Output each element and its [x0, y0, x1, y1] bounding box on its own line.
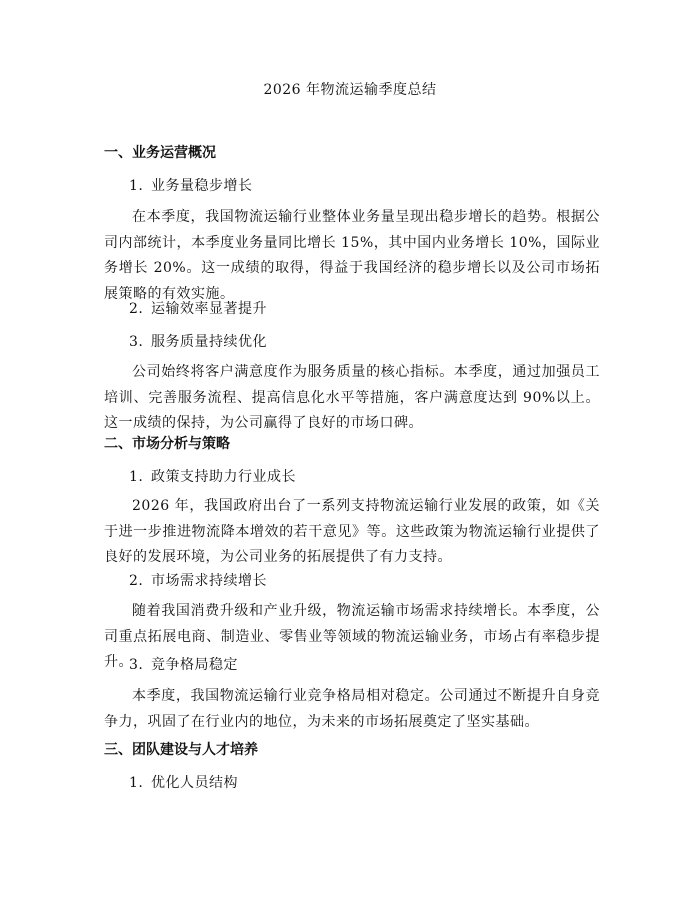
- subheading-label: 业务量稳步增长: [151, 178, 253, 194]
- subheading-label: 竞争格局稳定: [151, 657, 238, 673]
- subheading-number: 1.: [129, 469, 144, 485]
- subheading-label: 优化人员结构: [151, 775, 238, 791]
- subheading-number: 3.: [129, 334, 144, 350]
- subheading-number: 1.: [129, 178, 144, 194]
- subheading-efficiency: [129, 299, 267, 319]
- subheading-competition: [129, 655, 238, 675]
- subheading-service-quality: [129, 332, 267, 352]
- paragraph-service-quality: 公司始终将客户满意度作为服务质量的核心指标。本季度，通过加强员工培训、完善服务流程、提高信息化水平等措施，客户满意度达到 90%以上。这一成绩的保持，为公司赢得了良好的市场口碑。: [104, 364, 600, 431]
- subheading-number: 3.: [129, 657, 144, 673]
- paragraph-volume-growth: 在本季度，我国物流运输行业整体业务量呈现出稳步增长的趋势。根据公司内部统计，本季度业务量同比增长 15%，其中国内业务增长 10%，国际业务增长 20%。这一成绩的取得，得益于我国经济的稳步增长以及公司市场拓展策略的有效实施。: [104, 209, 600, 302]
- subheading-market-demand: [129, 571, 267, 591]
- section-heading-operations: 一、业务运营概况: [104, 145, 216, 161]
- subheading-policy-support: [129, 467, 296, 487]
- subheading-number: 1.: [129, 775, 144, 791]
- section-heading-market: 二、市场分析与策略: [104, 436, 230, 452]
- paragraph-competition: 本季度，我国物流运输行业竞争格局相对稳定。公司通过不断提升自身竞争力，巩固了在行业内的地位，为未来的市场拓展奠定了坚实基础。: [104, 688, 600, 730]
- paragraph-policy-support: 2026 年，我国政府出台了一系列支持物流运输行业发展的政策，如《关于进一步推进物流降本增效的若干意见》等。这些政策为物流运输行业提供了良好的发展环境，为公司业务的拓展提供了有力支持。: [104, 498, 600, 565]
- subheading-label: 服务质量持续优化: [151, 334, 267, 350]
- document-title: 2026 年物流运输季度总结: [263, 82, 437, 98]
- paragraph-market-demand: 随着我国消费升级和产业升级，物流运输市场需求持续增长。本季度，公司重点拓展电商、制造业、零售业等领域的物流运输业务，市场占有率稳步提升。: [104, 603, 600, 670]
- subheading-label: 政策支持助力行业成长: [151, 469, 296, 485]
- subheading-number: 2.: [129, 301, 144, 317]
- subheading-volume-growth: [129, 176, 253, 196]
- subheading-number: 2.: [129, 573, 144, 589]
- section-heading-team: 三、团队建设与人才培养: [104, 742, 258, 758]
- subheading-label: 运输效率显著提升: [151, 301, 267, 317]
- subheading-staff-structure: [129, 773, 238, 793]
- subheading-label: 市场需求持续增长: [151, 573, 267, 589]
